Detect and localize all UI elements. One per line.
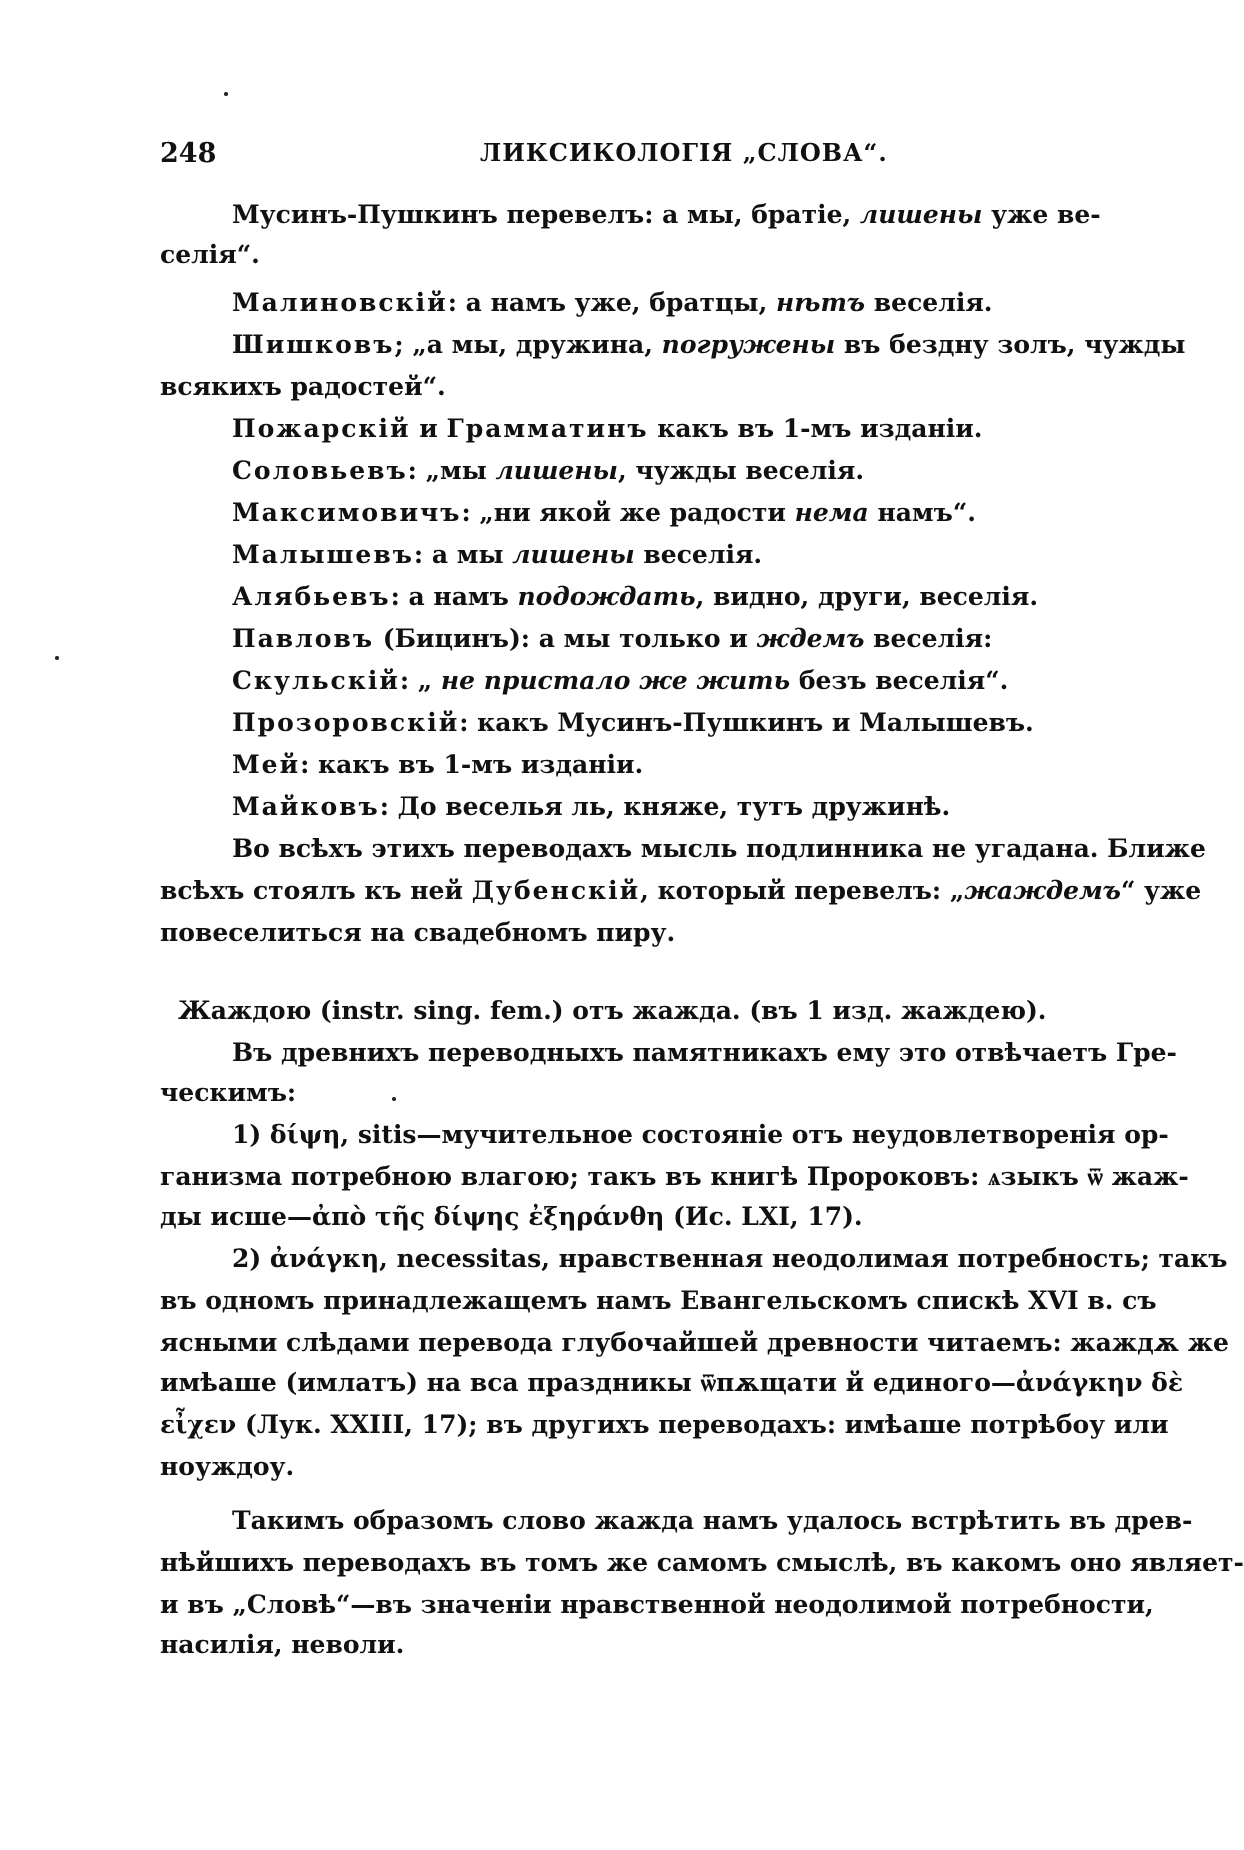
text-line: [232, 792, 950, 822]
italic-run: лишены: [495, 456, 618, 485]
author-name: Дубенскій: [471, 876, 641, 905]
text-run: , который перевелъ: „: [640, 876, 965, 905]
text-run: повеселиться на свадебномъ пиру.: [160, 918, 676, 947]
text-line: [232, 200, 1101, 230]
text-run: : какъ въ 1-мъ изданіи.: [300, 750, 644, 779]
italic-run: нема: [794, 498, 869, 527]
italic-run: погружены: [661, 330, 836, 359]
text-line: [232, 1038, 1177, 1068]
text-run: веселія:: [864, 624, 993, 653]
text-line: [232, 330, 1185, 360]
text-run: 1) δίψη, sitis—мучительное состояніе отъ неудовлетворенія ор-: [232, 1120, 1169, 1149]
text-line: [232, 1120, 1169, 1150]
text-line: [160, 1162, 1189, 1192]
author-name: Прозоровскій: [232, 708, 460, 737]
text-line: [160, 1078, 296, 1108]
text-line: [232, 666, 1008, 696]
text-run: уже ве-: [982, 200, 1101, 229]
text-run: всѣхъ стоялъ къ ней: [160, 876, 472, 905]
author-name: Мей: [232, 750, 301, 779]
text-line: [232, 456, 864, 486]
text-run: Въ древнихъ переводныхъ памятникахъ ему это отвѣчаетъ Гре-: [232, 1038, 1177, 1067]
author-name: Павловъ: [232, 624, 375, 653]
text-run: : „мы: [407, 456, 496, 485]
text-run: 2) ἀνάγκη, necessitas, нравственная неодолимая потребность; такъ: [232, 1244, 1228, 1273]
author-name: Максимовичъ: [232, 498, 462, 527]
text-line: [232, 414, 983, 444]
text-run: : „ни якой же радости: [461, 498, 795, 527]
text-run: εἶχεν (Лук. XXIII, 17); въ другихъ переводахъ: имѣаше потрѣбоу или: [160, 1410, 1169, 1439]
page-number: 248: [160, 138, 217, 169]
text-run: ; „а мы, дружина,: [394, 330, 662, 359]
author-name: Малышевъ: [232, 540, 414, 569]
author-name: Майковъ: [232, 792, 380, 821]
text-run: Жаждою (instr. sing. fem.) отъ жажда. (въ 1 изд. жаждею).: [178, 996, 1047, 1025]
text-run: веселія.: [865, 288, 993, 317]
text-run: насилія, неволи.: [160, 1630, 405, 1659]
text-line: [160, 1202, 863, 1232]
text-run: ды исше—ἀπὸ τῆς δίψης ἐξηράνθη (Ис. LXI, 17).: [160, 1202, 863, 1231]
text-run: ноуждоу.: [160, 1452, 295, 1481]
text-run: въ бездну золъ, чужды: [835, 330, 1186, 359]
text-run: въ одномъ принадлежащемъ намъ Евангельскомъ спискѣ XVI в. съ: [160, 1286, 1157, 1315]
text-run: Во всѣхъ этихъ переводахъ мысль подлинника не угадана. Ближе: [232, 834, 1206, 863]
text-run: : а намъ: [390, 582, 518, 611]
text-line: [232, 624, 992, 654]
italic-run: подождать: [517, 582, 696, 611]
text-run: , видно, други, веселія.: [695, 582, 1039, 611]
running-title: ЛИКСИКОЛОГІЯ „СЛОВА“.: [480, 138, 888, 167]
text-line: [232, 582, 1038, 612]
speck-mark: [55, 656, 59, 660]
text-line: [232, 288, 993, 318]
text-line: [178, 996, 1046, 1026]
text-run: ясными слѣдами перевода глубочайшей древности читаемъ: жаждѫ же: [160, 1328, 1229, 1357]
text-line: [232, 834, 1206, 864]
italic-run: лишены: [512, 540, 635, 569]
text-line: [160, 1590, 1154, 1620]
author-name: Скульскій: [232, 666, 400, 695]
italic-run: нѣтъ: [775, 288, 866, 317]
text-run: селія“.: [160, 240, 260, 269]
italic-run: ждемъ: [756, 624, 865, 653]
text-run: всякихъ радостей“.: [160, 372, 446, 401]
text-run: нѣйшихъ переводахъ въ томъ же самомъ смыслѣ, въ какомъ оно являет-: [160, 1548, 1244, 1577]
text-run: ганизма потребною влагою; такъ въ книгѣ Пророковъ: ѧзыкъ ѿ жаж-: [160, 1162, 1189, 1191]
text-run: : До веселья ль, княже, тутъ дружинѣ.: [379, 792, 951, 821]
speck-mark: [224, 92, 228, 96]
speck-mark: [392, 1097, 396, 1101]
text-line: [160, 372, 446, 402]
text-run: (Бицинъ): а мы только и: [374, 624, 757, 653]
text-line: [160, 240, 260, 270]
text-run: “ уже: [1120, 876, 1202, 905]
text-line: [232, 540, 762, 570]
text-line: [232, 708, 1034, 738]
text-run: : а намъ уже, братцы,: [447, 288, 776, 317]
text-line: [160, 1328, 1229, 1358]
text-line: [160, 1410, 1169, 1440]
text-line: [232, 498, 976, 528]
text-line: [232, 1244, 1227, 1274]
text-line: [160, 1548, 1244, 1578]
text-run: Мусинъ-Пушкинъ перевелъ: а мы, братіе,: [232, 200, 860, 229]
author-name: Грамматинъ: [446, 414, 649, 443]
text-run: и въ „Словѣ“—въ значеніи нравственной неодолимой потребности,: [160, 1590, 1154, 1619]
text-run: безъ веселія“.: [790, 666, 1009, 695]
text-run: : „: [399, 666, 441, 695]
text-line: [160, 1286, 1157, 1316]
text-line: [160, 1368, 1183, 1398]
author-name: Шишковъ: [232, 330, 395, 359]
italic-run: не пристало же жить: [440, 666, 791, 695]
text-run: Такимъ образомъ слово жажда намъ удалось встрѣтить въ древ-: [232, 1506, 1193, 1535]
author-name: Алябьевъ: [232, 582, 391, 611]
text-line: [160, 1452, 294, 1482]
text-run: и: [410, 414, 447, 443]
text-run: имѣаше (имлатъ) на вса праздникы ѿпѫщати й единого—ἀνάγκην δὲ: [160, 1368, 1184, 1397]
text-line: [232, 1506, 1192, 1536]
page-header: [160, 138, 1060, 178]
italic-run: жаждемъ: [964, 876, 1121, 905]
text-line: [232, 750, 643, 780]
text-line: [160, 876, 1201, 906]
text-run: : какъ Мусинъ-Пушкинъ и Малышевъ.: [459, 708, 1034, 737]
text-run: ческимъ:: [160, 1078, 297, 1107]
text-run: веселія.: [634, 540, 763, 569]
text-run: намъ“.: [868, 498, 976, 527]
text-line: [160, 918, 675, 948]
italic-run: лишены: [859, 200, 983, 229]
author-name: Пожарскій: [232, 414, 411, 443]
author-name: Малиновскій: [232, 288, 448, 317]
author-name: Соловьевъ: [232, 456, 408, 485]
text-run: : а мы: [413, 540, 513, 569]
text-run: какъ въ 1-мъ изданіи.: [648, 414, 983, 443]
text-line: [160, 1630, 404, 1660]
text-run: , чужды веселія.: [617, 456, 865, 485]
